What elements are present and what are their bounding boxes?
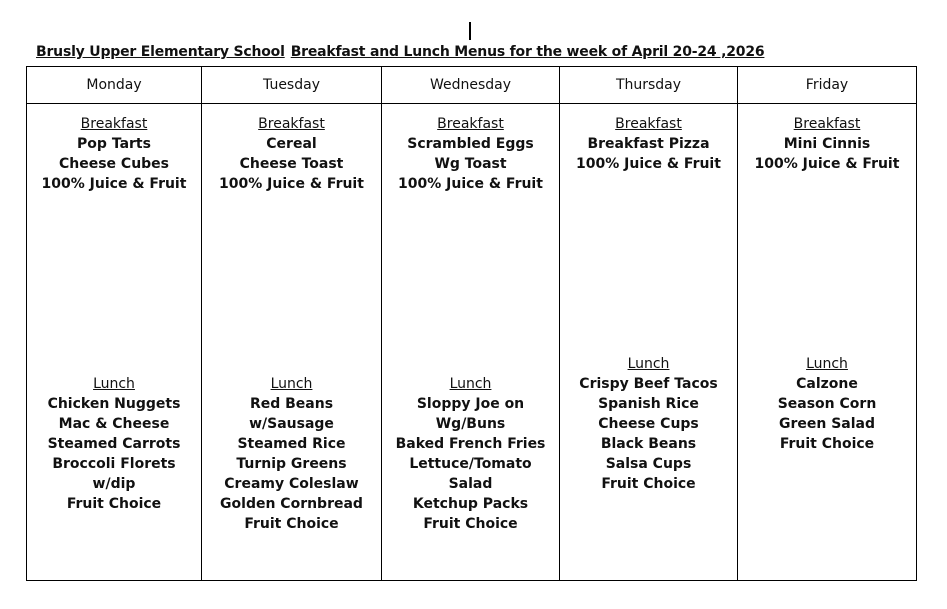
lunch-heading: Lunch bbox=[806, 356, 848, 372]
menu-item: Golden Cornbread bbox=[220, 496, 363, 512]
menu-item: Fruit Choice bbox=[601, 476, 696, 492]
breakfast-heading: Breakfast bbox=[615, 116, 682, 132]
breakfast-heading: Breakfast bbox=[258, 116, 325, 132]
menu-item: 100% Juice & Fruit bbox=[754, 156, 900, 172]
menu-item: Calzone bbox=[796, 376, 858, 392]
menu-item: 100% Juice & Fruit bbox=[398, 176, 543, 192]
lunch-heading: Lunch bbox=[627, 356, 670, 372]
lunch-block bbox=[560, 354, 737, 494]
menu-item: Fruit Choice bbox=[244, 516, 339, 532]
lunch-heading: Lunch bbox=[93, 376, 135, 392]
menu-item: Ketchup Packs bbox=[412, 496, 529, 512]
menu-item: Steamed Carrots bbox=[47, 436, 181, 452]
menu-item: Breakfast Pizza bbox=[587, 136, 710, 152]
text-cursor bbox=[469, 22, 471, 40]
menu-item: Mac & Cheese bbox=[58, 416, 170, 432]
school-name: Brusly Upper Elementary School bbox=[36, 44, 285, 60]
menu-item: w/Sausage bbox=[249, 416, 334, 432]
menu-item: Red Beans bbox=[249, 396, 334, 412]
menu-item: Spanish Rice bbox=[598, 396, 699, 412]
breakfast-heading: Breakfast bbox=[793, 116, 861, 132]
menu-item: Broccoli Florets bbox=[52, 456, 176, 472]
breakfast-heading: Breakfast bbox=[437, 116, 504, 132]
page-title bbox=[36, 44, 764, 60]
day-cell-friday bbox=[738, 104, 917, 581]
menu-item: Sloppy Joe on bbox=[416, 396, 525, 412]
menu-item: Fruit Choice bbox=[779, 436, 875, 452]
day-header-tuesday: Tuesday bbox=[202, 67, 382, 104]
day-cell-wednesday bbox=[382, 104, 560, 581]
menu-row bbox=[27, 104, 917, 581]
menu-item: Lettuce/Tomato bbox=[409, 456, 532, 472]
menu-item: Cheese Cubes bbox=[58, 156, 170, 172]
day-header-friday: Friday bbox=[738, 67, 917, 104]
header-row bbox=[27, 67, 917, 104]
menu-item: Season Corn bbox=[777, 396, 877, 412]
menu-item: Salsa Cups bbox=[605, 456, 692, 472]
menu-item: 100% Juice & Fruit bbox=[219, 176, 364, 192]
menu-item: Pop Tarts bbox=[77, 136, 151, 152]
breakfast-heading: Breakfast bbox=[80, 116, 148, 132]
day-cell-tuesday bbox=[202, 104, 382, 581]
menu-item: Mini Cinnis bbox=[783, 136, 871, 152]
menu-item: Fruit Choice bbox=[66, 496, 162, 512]
menu-item: 100% Juice & Fruit bbox=[41, 176, 187, 192]
breakfast-block bbox=[27, 114, 201, 194]
menu-item: Wg/Buns bbox=[435, 416, 506, 432]
breakfast-block bbox=[560, 114, 737, 174]
lunch-heading: Lunch bbox=[270, 376, 313, 392]
day-header-thursday: Thursday bbox=[560, 67, 738, 104]
menu-item: Cheese Cups bbox=[598, 416, 699, 432]
menu-item: Cereal bbox=[266, 136, 317, 152]
menu-item: Steamed Rice bbox=[237, 436, 346, 452]
menu-item: Wg Toast bbox=[434, 156, 507, 172]
menu-item: Chicken Nuggets bbox=[47, 396, 181, 412]
lunch-heading: Lunch bbox=[449, 376, 492, 392]
menu-heading: Breakfast and Lunch Menus for the week of April 20-24 ,2026 bbox=[290, 44, 765, 60]
menu-item: Creamy Coleslaw bbox=[224, 476, 359, 492]
day-cell-thursday bbox=[560, 104, 738, 581]
lunch-block bbox=[382, 374, 559, 534]
menu-item: Baked French Fries bbox=[395, 436, 546, 452]
lunch-block bbox=[27, 374, 201, 514]
menu-item: Scrambled Eggs bbox=[407, 136, 534, 152]
menu-item: w/dip bbox=[92, 476, 136, 492]
menu-item: Salad bbox=[448, 476, 493, 492]
menu-item: Fruit Choice bbox=[423, 516, 518, 532]
menu-table bbox=[26, 66, 917, 581]
lunch-block bbox=[738, 354, 916, 454]
menu-item: Black Beans bbox=[600, 436, 697, 452]
breakfast-block bbox=[738, 114, 916, 174]
menu-item: Turnip Greens bbox=[236, 456, 347, 472]
breakfast-block bbox=[382, 114, 559, 194]
menu-item: Green Salad bbox=[778, 416, 876, 432]
day-header-monday: Monday bbox=[27, 67, 202, 104]
breakfast-block bbox=[202, 114, 381, 194]
menu-item: Cheese Toast bbox=[239, 156, 344, 172]
day-header-wednesday: Wednesday bbox=[382, 67, 560, 104]
day-cell-monday bbox=[27, 104, 202, 581]
lunch-block bbox=[202, 374, 381, 534]
menu-item: 100% Juice & Fruit bbox=[576, 156, 721, 172]
menu-item: Crispy Beef Tacos bbox=[579, 376, 718, 392]
